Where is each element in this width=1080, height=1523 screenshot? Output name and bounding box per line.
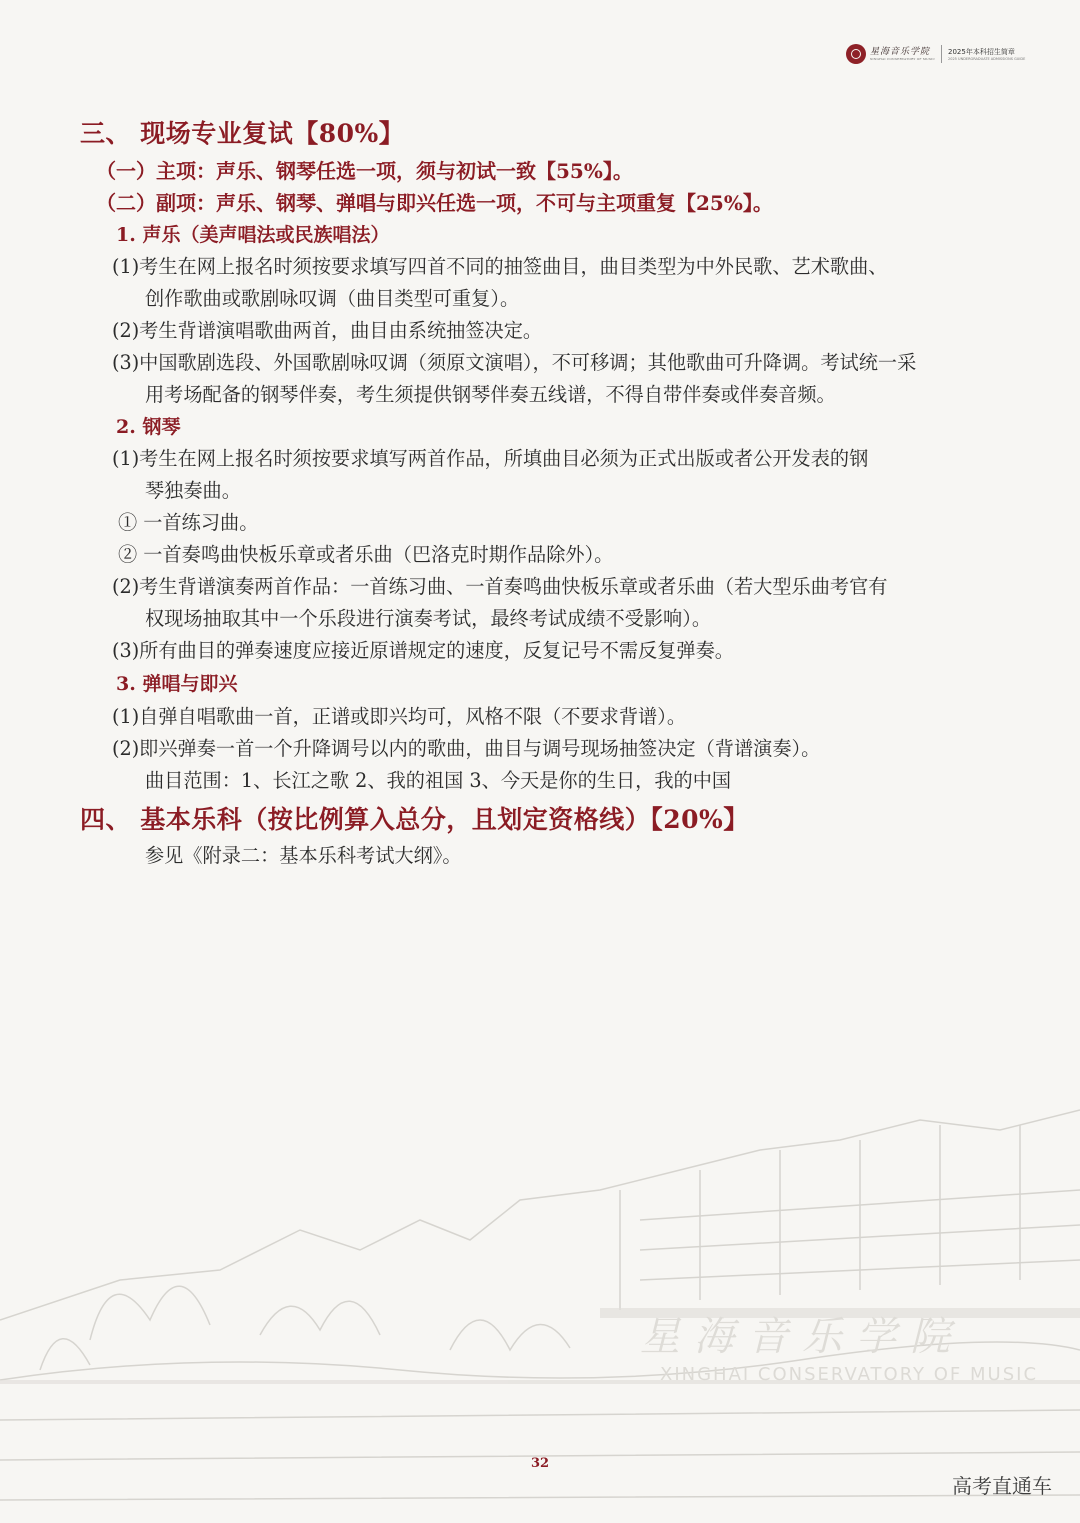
section-4-title: 四、 基本乐科（按比例算入总分，且划定资格线）【20%】: [80, 805, 749, 834]
sing-heading: 3. 弹唱与即兴: [116, 673, 238, 695]
vocal-heading: 1. 声乐（美声唱法或民族唱法）: [116, 224, 390, 246]
watermark: 高考直通车: [952, 1474, 1052, 1498]
piano-p3: (3)所有曲目的弹奏速度应接近原谱规定的速度，反复记号不需反复弹奏。: [112, 639, 734, 662]
sing-p1: (1)自弹自唱歌曲一首，正谱或即兴均可，风格不限（不要求背谱）。: [112, 705, 687, 728]
vocal-p1a: (1)考生在网上报名时须按要求填写四首不同的抽签曲目，曲目类型为中外民歌、艺术歌曲、: [112, 255, 888, 278]
building-sign-cn: 星海音乐学院: [640, 1314, 964, 1360]
header-subtitle: 2025 UNDERGRADUATE ADMISSIONS GUIDE: [948, 56, 1026, 61]
school-logo-icon: [846, 44, 866, 64]
section-3-sub1: （一）主项：声乐、钢琴任选一项，须与初试一致【55%】。: [96, 159, 633, 183]
page-number: 32: [530, 1456, 550, 1471]
vocal-p3b: 用考场配备的钢琴伴奏，考生须提供钢琴伴奏五线谱，不得自带伴奏或伴奏音频。: [145, 383, 836, 406]
section-3-title: 三、 现场专业复试【80%】: [80, 119, 405, 148]
piano-c1: ① 一首练习曲。: [118, 511, 259, 534]
section-4-body: 参见《附录二：基本乐科考试大纲》。: [145, 844, 462, 867]
building-sign-en: XINGHAI CONSERVATORY OF MUSIC: [660, 1364, 1039, 1385]
section-3-sub2: （二）副项：声乐、钢琴、弹唱与即兴任选一项，不可与主项重复【25%】。: [96, 191, 773, 215]
piano-c2: ② 一首奏鸣曲快板乐章或者乐曲（巴洛克时期作品除外）。: [118, 543, 614, 566]
header-title: 2025年本科招生简章: [948, 47, 1015, 56]
header-titles: [948, 47, 1025, 62]
vocal-p1b: 创作歌曲或歌剧咏叹调（曲目类型可重复）。: [145, 287, 520, 310]
sing-p2b: 曲目范围：1、长江之歌 2、我的祖国 3、今天是你的生日，我的中国: [145, 769, 732, 792]
piano-p2a: (2)考生背谱演奏两首作品：一首练习曲、一首奏鸣曲快板乐章或者乐曲（若大型乐曲考官有: [112, 575, 888, 598]
page-header: [846, 40, 1025, 68]
sing-p2a: (2)即兴弹奏一首一个升降调号以内的歌曲，曲目与调号现场抽签决定（背谱演奏）。: [112, 737, 821, 760]
school-name-cn: 星海音乐学院: [870, 46, 931, 57]
school-name-en: XINGHAI CONSERVATORY OF MUSIC: [870, 56, 935, 61]
vocal-p3a: (3)中国歌剧选段、外国歌剧咏叹调（须原文演唱），不可移调；其他歌曲可升降调。考试统一采: [112, 351, 917, 374]
header-divider: [941, 45, 942, 63]
vocal-p2: (2)考生背谱演唱歌曲两首，曲目由系统抽签决定。: [112, 319, 543, 342]
piano-p1b: 琴独奏曲。: [145, 479, 241, 502]
piano-p2b: 权现场抽取其中一个乐段进行演奏考试，最终考试成绩不受影响）。: [145, 607, 712, 630]
school-logo: [870, 47, 935, 62]
piano-heading: 2. 钢琴: [116, 416, 181, 438]
piano-p1a: (1)考生在网上报名时须按要求填写两首作品，所填曲目必须为正式出版或者公开发表的钢: [112, 447, 869, 470]
